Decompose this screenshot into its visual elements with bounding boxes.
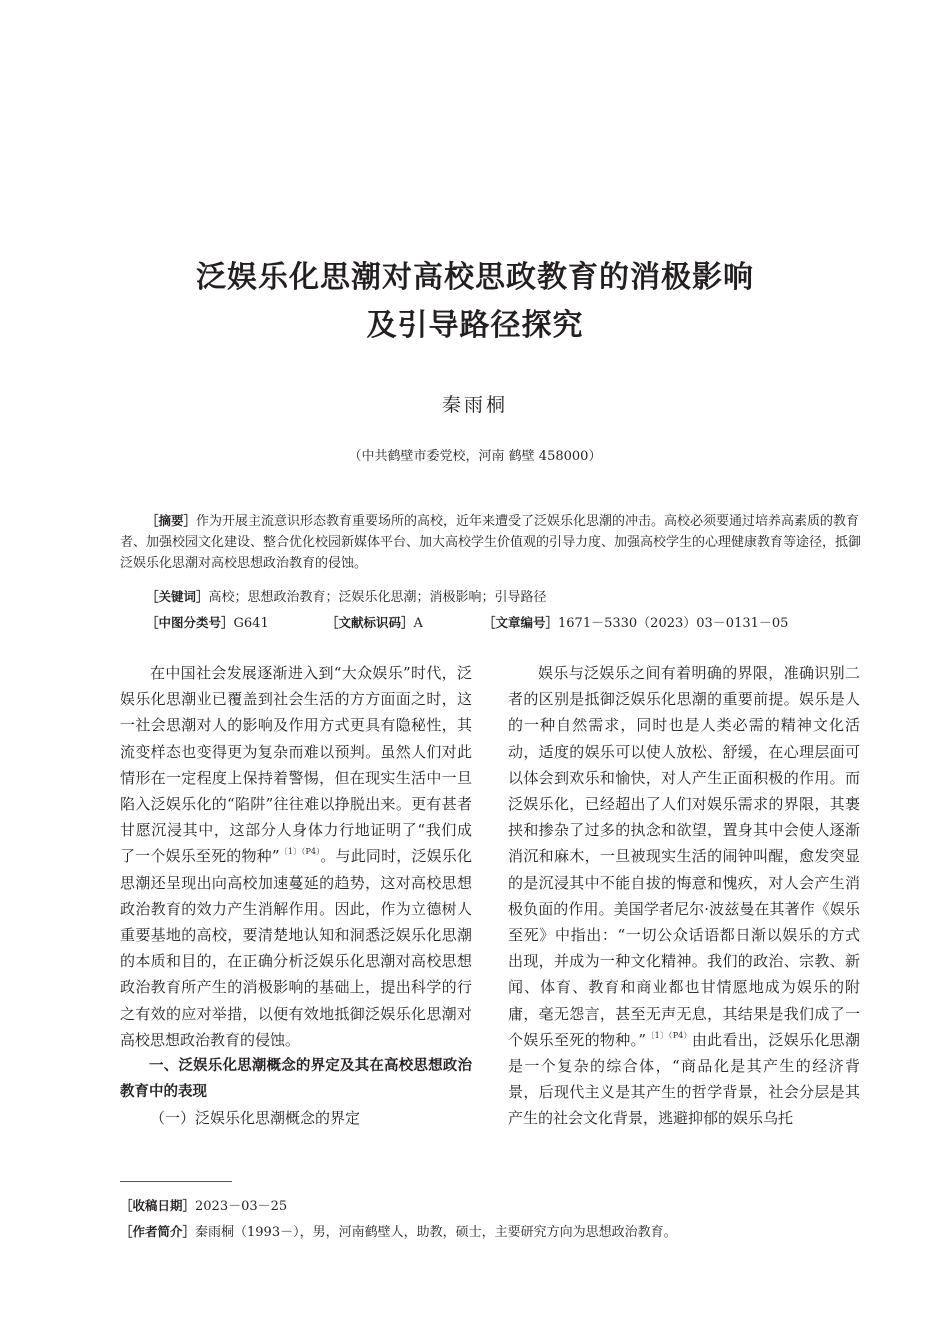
document-code-value: A	[413, 616, 423, 631]
keywords-label: ［关键词］	[146, 589, 209, 604]
article-title-line-1: 泛娱乐化思潮对高校思政教育的消极影响	[196, 260, 754, 295]
paragraph-text: 娱乐与泛娱乐之间有着明确的界限，准确识别二者的区别是抵御泛娱乐化思潮的重要前提。娱乐是人的一种自然需求，同时也是人类必需的精神文化活动，适度的娱乐可以使人放松、舒缓，在心理层面可以体会到欢乐和愉快，对人产生正面积极的作用。而泛娱乐化，已经超出了人们对娱乐需求的界限，其裹挟和掺杂了过多的执念和欲望，置身其中会使人逐渐消沉和麻木，一旦被现实生活的闹钟叫醒，愈发突显的是沉浸其中不能自拔的悔意和愧疚，对人会产生消极负面的作用。美国学者尼尔·波兹曼在其著作《娱乐至死》中指出：“一切公众话语都日渐以娱乐的方式出现，并成为一种文化精神。我们的政治、宗教、新闻、体育、教育和商业都也甘情愿地成为娱乐的附庸，毫无怨言，甚至无声无息，其结果是我们成了一个娱乐至死的物种。”	[508, 664, 860, 1049]
paragraph-text: 由此看出，泛娱乐化思潮是一个复杂的综合体，“商品化是其产生的经济背景，后现代主义是其产生的哲学背景，社会分层是其产生的社会文化背景，逃避抑郁的娱乐乌托	[508, 1030, 861, 1128]
body-paragraph	[508, 660, 860, 1132]
citation: 〔1〕（P4）	[279, 847, 321, 857]
author-affiliation: （中共鹤壁市委党校，河南 鹤壁 458000）	[348, 449, 602, 464]
clc-label: ［中图分类号］	[146, 615, 234, 630]
footnote-divider	[120, 1181, 232, 1182]
body-right-column	[508, 660, 860, 1132]
author-bio-value: 秦雨桐（1993－），男，河南鹤壁人，助教，硕士，主要研究方向为思想政治教育。	[195, 1225, 677, 1240]
article-number-label: ［文章编号］	[483, 615, 559, 630]
document-code	[326, 612, 423, 634]
paragraph-text: 。与此同时，泛娱乐化思潮还呈现出向高校加速蔓延的趋势，这对高校思想政治教育的效力产生消解作用。因此，作为立德树人重要基地的高校，要清楚地认知和洞悉泛娱乐化思潮的本质和目的，在正确分析泛娱乐化思潮对高校思想政治教育所产生的消极影响的基础上，提出科学的行之有效的应对举措，以便有效地抵御泛娱乐化思潮对高校思想政治教育的侵蚀。	[120, 847, 472, 1049]
author-bio-label: ［作者简介］	[120, 1224, 196, 1239]
clc-value: G641	[233, 616, 269, 631]
keywords-text: 高校；思想政治教育；泛娱乐化思潮；消极影响；引导路径	[208, 590, 547, 605]
paragraph-text: 在中国社会发展逐渐进入到“大众娱乐”时代，泛娱乐化思潮业已覆盖到社会生活的方方面面之时，这一社会思潮对人的影响及作用方式更具有隐秘性，其流变样态也变得更为复杂而难以预判。虽然人们对此情形在一定程度上保持着警惕，但在现实生活中一旦陷入泛娱乐化的“陷阱”往往难以挣脱出来。更有甚者甘愿沉浸其中，这部分人身体力行地证明了“我们成了一个娱乐至死的物种”	[120, 664, 472, 866]
author-name: 秦雨桐	[441, 394, 508, 416]
article-title-line-2: 及引导路径探究	[366, 308, 584, 343]
body-left-column	[120, 660, 472, 1132]
received-date-value: 2023－03－25	[195, 1199, 288, 1214]
abstract-label: ［摘要］	[146, 513, 197, 528]
received-date-label: ［收稿日期］	[120, 1198, 196, 1213]
body-paragraph	[120, 660, 472, 1053]
abstract	[120, 510, 862, 574]
document-code-label: ［文献标识码］	[326, 615, 414, 630]
received-date	[120, 1196, 287, 1217]
article-number	[483, 612, 788, 634]
subsection-heading: （一）泛娱乐化思潮概念的界定	[150, 1109, 361, 1128]
article-number-value: 1671－5330（2023）03－0131－05	[558, 616, 789, 631]
section-heading-1: 一、泛娱乐化思潮概念的界定及其在高校思想政治教育中的表现	[120, 1058, 472, 1101]
citation: 〔1〕（P4）	[646, 1030, 692, 1040]
clc-number	[146, 612, 269, 634]
keywords	[120, 586, 862, 608]
abstract-text: 作为开展主流意识形态教育重要场所的高校，近年来遭受了泛娱乐化思潮的冲击。高校必须要通过培养高素质的教育者、加强校园文化建设、整合优化校园新媒体平台、加大高校学生价值观的引导力度、加强高校学生的心理健康教育等途径，抵御泛娱乐化思潮对高校思想政治教育的侵蚀。	[120, 514, 862, 571]
author-bio	[120, 1222, 677, 1243]
